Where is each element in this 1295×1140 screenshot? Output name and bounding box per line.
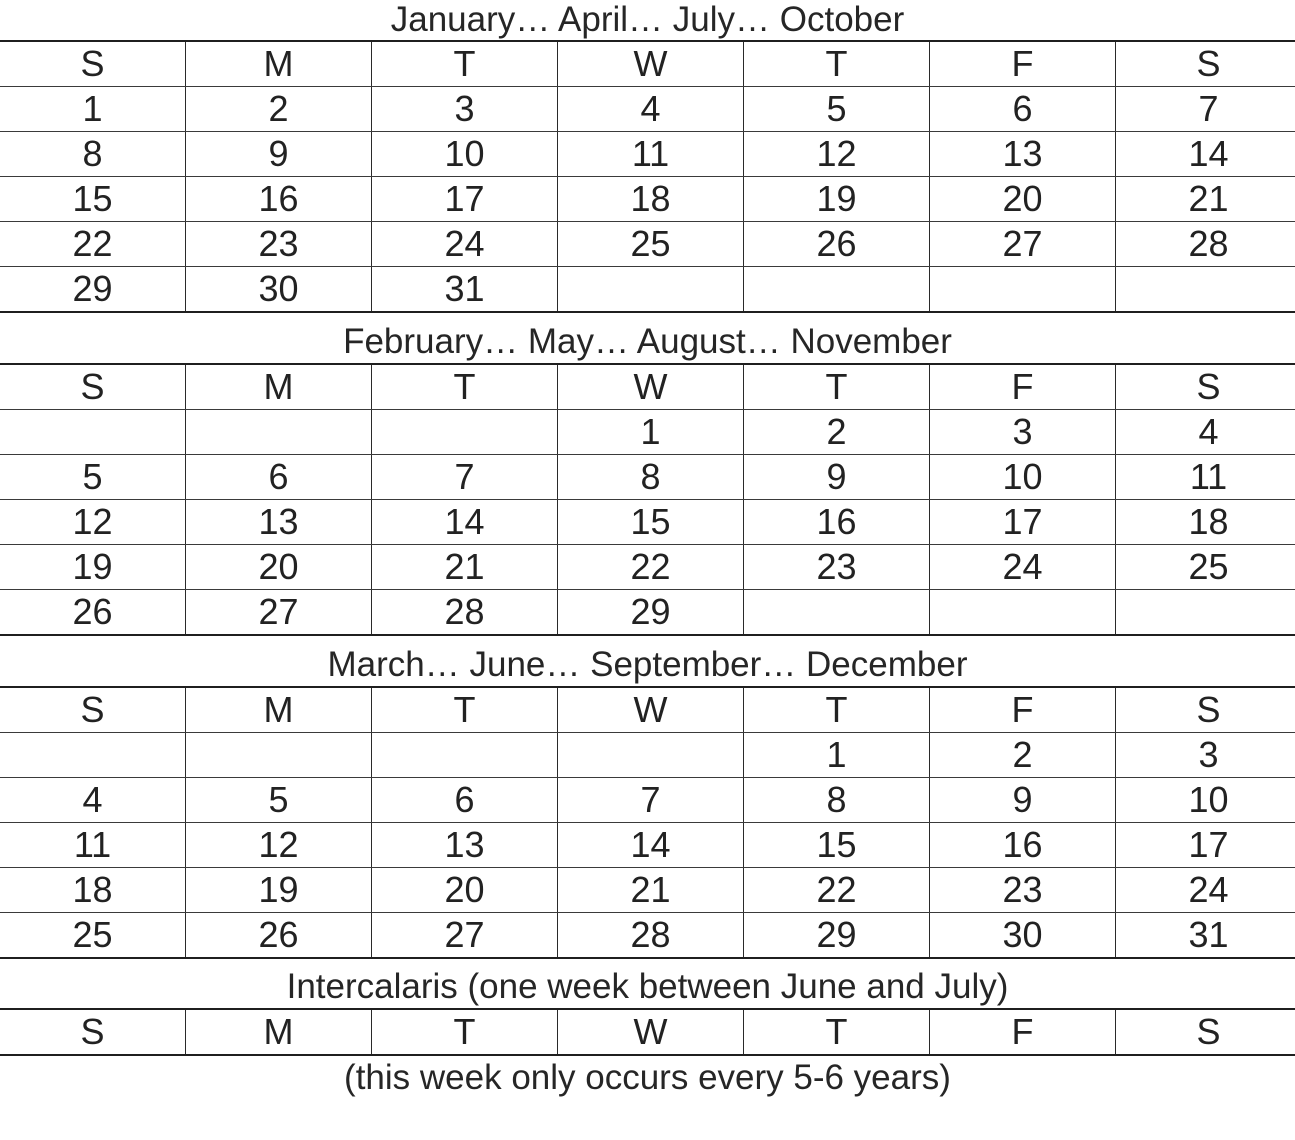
day-cell (186, 410, 372, 455)
day-cell: 25 (1116, 545, 1295, 590)
day-cell: 8 (744, 778, 930, 823)
weekday-header: F (930, 364, 1116, 410)
day-cell: 20 (186, 545, 372, 590)
day-cell: 26 (186, 913, 372, 959)
week-row (0, 545, 1295, 590)
day-cell (186, 733, 372, 778)
day-cell: 29 (558, 590, 744, 636)
weekday-header: S (1116, 1009, 1295, 1055)
day-cell: 20 (930, 177, 1116, 222)
day-cell: 19 (744, 177, 930, 222)
day-cell: 5 (744, 87, 930, 132)
intercalaris-note: (this week only occurs every 5-6 years) (344, 1058, 951, 1097)
day-cell: 21 (372, 545, 558, 590)
day-cell: 28 (558, 913, 744, 959)
day-cell: 29 (0, 267, 186, 313)
day-cell: 17 (930, 500, 1116, 545)
weekday-header: M (186, 687, 372, 733)
weekday-header-row (0, 41, 1295, 87)
weekday-header-row (0, 687, 1295, 733)
day-cell (372, 733, 558, 778)
weekday-header: W (558, 41, 744, 87)
day-cell: 27 (186, 590, 372, 636)
week-row (0, 222, 1295, 267)
day-cell: 15 (0, 177, 186, 222)
day-cell: 16 (744, 500, 930, 545)
day-cell: 7 (558, 778, 744, 823)
week-row (0, 132, 1295, 177)
weekday-header: F (930, 687, 1116, 733)
day-cell: 11 (558, 132, 744, 177)
week-row (0, 500, 1295, 545)
day-cell: 12 (186, 823, 372, 868)
day-cell: 1 (0, 87, 186, 132)
day-cell: 20 (372, 868, 558, 913)
day-cell: 28 (1116, 222, 1295, 267)
day-cell: 8 (0, 132, 186, 177)
day-cell: 26 (744, 222, 930, 267)
day-cell: 3 (930, 410, 1116, 455)
day-cell: 4 (1116, 410, 1295, 455)
day-cell: 29 (744, 913, 930, 959)
day-cell: 9 (744, 455, 930, 500)
day-cell (0, 410, 186, 455)
weekday-header: S (1116, 687, 1295, 733)
weekday-header: S (1116, 364, 1295, 410)
weekday-header: W (558, 364, 744, 410)
day-cell: 25 (558, 222, 744, 267)
weekday-header: T (744, 1009, 930, 1055)
day-cell: 15 (558, 500, 744, 545)
quarter-title-jan-apr-jul-oct: January… April… July… October (390, 0, 905, 39)
week-row (0, 778, 1295, 823)
weekday-header: S (0, 1009, 186, 1055)
day-cell: 10 (930, 455, 1116, 500)
day-cell (744, 267, 930, 313)
day-cell: 1 (558, 410, 744, 455)
day-cell: 23 (186, 222, 372, 267)
day-cell: 11 (1116, 455, 1295, 500)
weekday-header: T (372, 364, 558, 410)
day-cell: 3 (1116, 733, 1295, 778)
day-cell: 17 (1116, 823, 1295, 868)
day-cell (372, 410, 558, 455)
weekday-header: T (744, 687, 930, 733)
day-cell: 23 (930, 868, 1116, 913)
day-cell: 15 (744, 823, 930, 868)
day-cell: 5 (186, 778, 372, 823)
day-cell (0, 733, 186, 778)
weekday-header: F (930, 41, 1116, 87)
day-cell: 18 (558, 177, 744, 222)
weekday-header: M (186, 1009, 372, 1055)
day-cell: 14 (372, 500, 558, 545)
week-row (0, 733, 1295, 778)
weekday-header: M (186, 364, 372, 410)
weekday-header: F (930, 1009, 1116, 1055)
week-row (0, 823, 1295, 868)
weekday-header-row (0, 1009, 1295, 1055)
day-cell: 16 (186, 177, 372, 222)
day-cell: 8 (558, 455, 744, 500)
day-cell: 22 (558, 545, 744, 590)
day-cell: 5 (0, 455, 186, 500)
day-cell: 13 (930, 132, 1116, 177)
day-cell: 11 (0, 823, 186, 868)
day-cell: 2 (186, 87, 372, 132)
week-row (0, 455, 1295, 500)
day-cell: 23 (744, 545, 930, 590)
day-cell: 10 (1116, 778, 1295, 823)
day-cell: 2 (744, 410, 930, 455)
weekday-header: T (372, 687, 558, 733)
day-cell (558, 267, 744, 313)
day-cell: 24 (930, 545, 1116, 590)
day-cell (558, 733, 744, 778)
day-cell: 6 (372, 778, 558, 823)
day-cell: 17 (372, 177, 558, 222)
day-cell: 27 (930, 222, 1116, 267)
day-cell: 18 (1116, 500, 1295, 545)
day-cell: 6 (186, 455, 372, 500)
week-row (0, 590, 1295, 636)
day-cell: 22 (0, 222, 186, 267)
day-cell: 7 (1116, 87, 1295, 132)
day-cell: 9 (186, 132, 372, 177)
day-cell: 10 (372, 132, 558, 177)
day-cell (744, 590, 930, 636)
day-cell: 18 (0, 868, 186, 913)
day-cell: 25 (0, 913, 186, 959)
intercalaris-title: Intercalaris (one week between June and July) (286, 967, 1009, 1006)
day-cell: 22 (744, 868, 930, 913)
day-cell: 13 (372, 823, 558, 868)
calendar-grid-mar-jun-sep-dec (0, 686, 1295, 959)
day-cell (930, 590, 1116, 636)
day-cell: 2 (930, 733, 1116, 778)
day-cell: 26 (0, 590, 186, 636)
weekday-header: S (0, 687, 186, 733)
day-cell: 9 (930, 778, 1116, 823)
weekday-header: W (558, 687, 744, 733)
day-cell: 30 (186, 267, 372, 313)
weekday-header: M (186, 41, 372, 87)
weekday-header: S (0, 41, 186, 87)
weekday-header: T (744, 41, 930, 87)
day-cell: 31 (372, 267, 558, 313)
day-cell: 24 (372, 222, 558, 267)
week-row (0, 868, 1295, 913)
day-cell: 12 (744, 132, 930, 177)
week-row (0, 267, 1295, 313)
quarter-title-mar-jun-sep-dec: March… June… September… December (327, 645, 968, 684)
day-cell: 31 (1116, 913, 1295, 959)
week-row (0, 87, 1295, 132)
day-cell: 12 (0, 500, 186, 545)
day-cell: 13 (186, 500, 372, 545)
day-cell: 30 (930, 913, 1116, 959)
weekday-header: S (1116, 41, 1295, 87)
day-cell: 7 (372, 455, 558, 500)
week-row (0, 410, 1295, 455)
intercalaris-grid (0, 1008, 1295, 1056)
day-cell: 4 (558, 87, 744, 132)
weekday-header: T (372, 1009, 558, 1055)
day-cell: 27 (372, 913, 558, 959)
day-cell: 16 (930, 823, 1116, 868)
day-cell: 6 (930, 87, 1116, 132)
weekday-header: T (744, 364, 930, 410)
weekday-header-row (0, 364, 1295, 410)
day-cell: 24 (1116, 868, 1295, 913)
day-cell: 14 (558, 823, 744, 868)
day-cell: 21 (558, 868, 744, 913)
weekday-header: T (372, 41, 558, 87)
day-cell (1116, 267, 1295, 313)
day-cell: 19 (186, 868, 372, 913)
weekday-header: S (0, 364, 186, 410)
calendar-grid-jan-apr-jul-oct (0, 40, 1295, 313)
quarter-title-feb-may-aug-nov: February… May… August… November (343, 322, 952, 361)
day-cell: 14 (1116, 132, 1295, 177)
day-cell: 19 (0, 545, 186, 590)
week-row (0, 913, 1295, 959)
day-cell: 4 (0, 778, 186, 823)
day-cell: 21 (1116, 177, 1295, 222)
weekday-header: W (558, 1009, 744, 1055)
week-row (0, 177, 1295, 222)
day-cell: 3 (372, 87, 558, 132)
calendar-grid-feb-may-aug-nov (0, 363, 1295, 636)
day-cell (1116, 590, 1295, 636)
day-cell: 28 (372, 590, 558, 636)
day-cell (930, 267, 1116, 313)
day-cell: 1 (744, 733, 930, 778)
